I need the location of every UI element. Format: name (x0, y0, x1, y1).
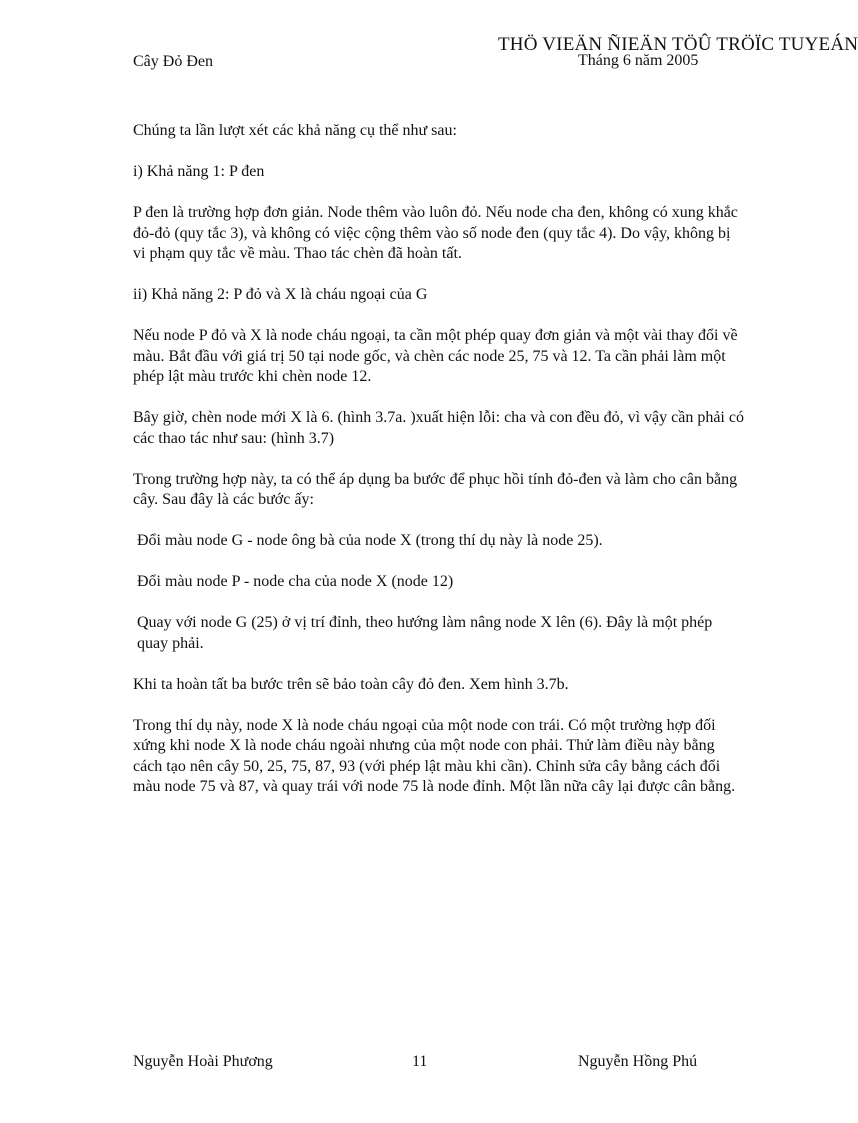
paragraph-symmetric-case: Trong thí dụ này, node X là node cháu ngoại của một node con trái. Có một trường hợp đối xứng khi node X là node cháu ngoài nhưng của một node con phải. Thử làm điều này bằng cách tạo nên cây 50, 25, 75, 87, 93 (với phép lật màu khi cần). Chỉnh sửa cây bằng cách đổi màu node 75 và 87, và quay trái với node 75 là node đỉnh. Một lần nữa cây lại được cân bằng. (133, 716, 736, 795)
paragraph-intro: Chúng ta lần lượt xét các khả năng cụ thể như sau: (133, 122, 457, 139)
footer-author-2: Nguyễn Hồng Phú (578, 1053, 698, 1070)
paragraph-case-2: Nếu node P đỏ và X là node cháu ngoại, ta cần một phép quay đơn giản và một vài thay đổi về màu. Bắt đầu với giá trị 50 tại node gốc, và chèn các node 25, 75 và 12. Ta cần phải làm một phép lật màu trước khi chèn node 12. (133, 327, 738, 385)
document-body (133, 121, 745, 818)
step-2: Đổi màu node P - node cha của node X (node 12) (137, 573, 454, 590)
footer-author-1: Nguyễn Hoài Phương (133, 1053, 273, 1070)
paragraph-conclusion: Khi ta hoàn tất ba bước trên sẽ bảo toàn cây đỏ đen. Xem hình 3.7b. (133, 675, 569, 693)
heading-case-2: ii) Khả năng 2: P đỏ và X là cháu ngoại của G (133, 286, 428, 303)
step-3: Quay với node G (25) ở vị trí đỉnh, theo hướng làm nâng node X lên (6). Đây là một phép quay phải. (137, 614, 713, 652)
paragraph-case-1: P đen là trường hợp đơn giản. Node thêm vào luôn đỏ. Nếu node cha đen, không có xung khắc đỏ-đỏ (quy tắc 3), và không có việc cộng thêm vào số node đen (quy tắc 4). Do vậy, không bị vi phạm quy tắc về màu. Thao tác chèn đã hoàn tất. (133, 204, 738, 262)
header-date: Tháng 6 năm 2005 (578, 52, 699, 69)
paragraph-three-steps: Trong trường hợp này, ta có thể áp dụng ba bước để phục hồi tính đỏ-đen và làm cho cân bằng cây. Sau đây là các bước ấy: (133, 470, 738, 508)
paragraph-insert-node: Bây giờ, chèn node mới X là 6. (hình 3.7a. )xuất hiện lỗi: cha và con đều đỏ, vì vậy cần phải có các thao tác như sau: (hình 3.7) (133, 409, 744, 447)
heading-case-1: i) Khả năng 1: P đen (133, 163, 265, 180)
header-doc-title: Cây Đỏ Đen (133, 53, 213, 70)
step-1: Đổi màu node G - node ông bà của node X (trong thí dụ này là node 25). (137, 532, 603, 549)
library-watermark-title: THÖ VIEÄN ÑIEÄN TÖÛ TRÖÏC TUYEÁN (498, 34, 858, 55)
footer-page-number: 11 (412, 1053, 428, 1070)
